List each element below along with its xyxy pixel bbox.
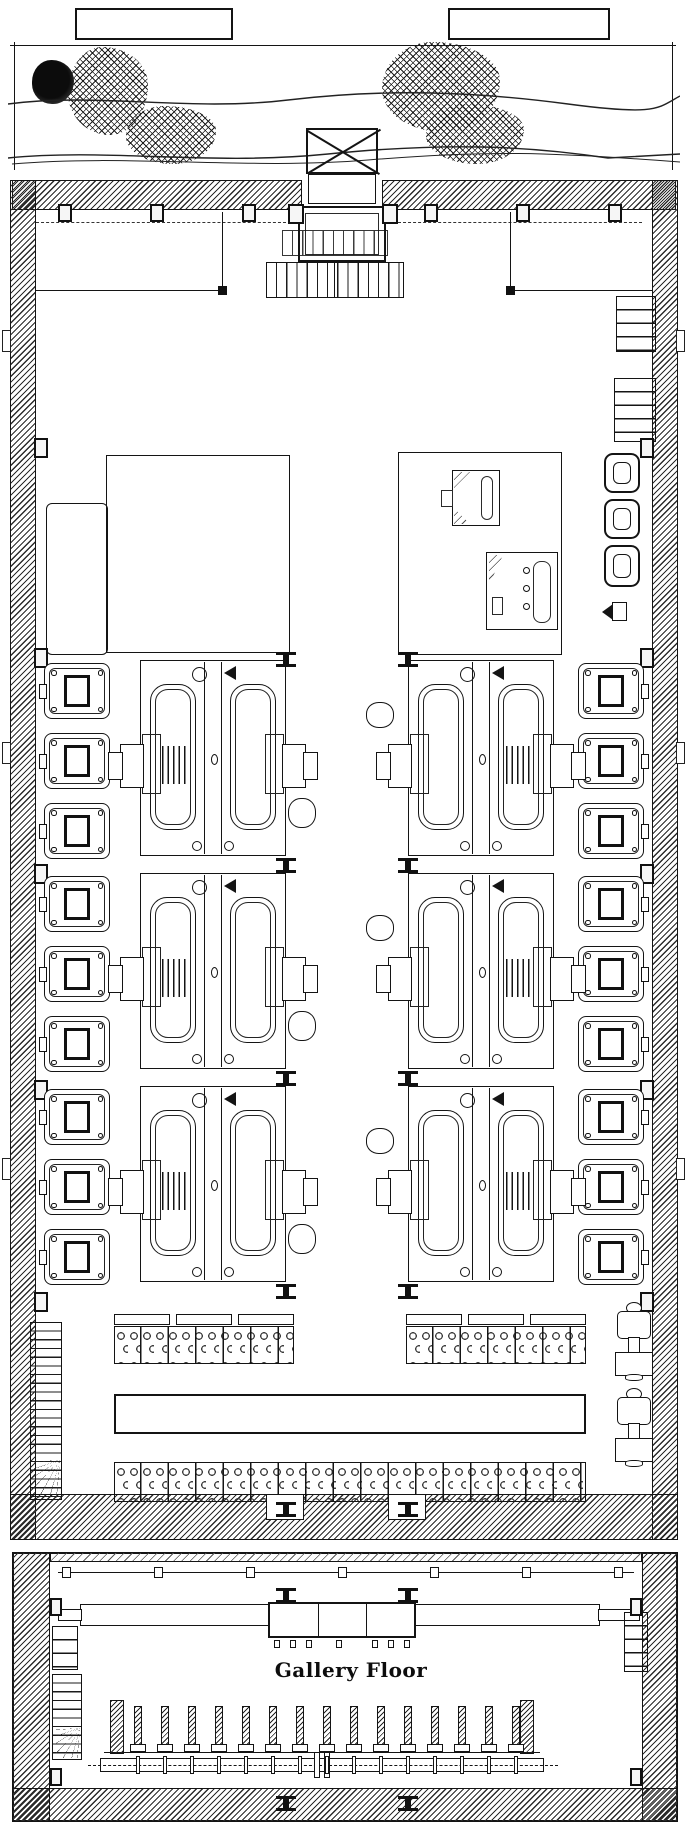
cell-duct-tab <box>39 1110 47 1125</box>
machine-gland <box>441 490 453 507</box>
cell-duct-tab <box>39 967 47 982</box>
i-beam-column <box>276 858 296 873</box>
switch-cell-right <box>578 663 644 719</box>
switch-cell-core <box>64 888 90 920</box>
switch-cell-core <box>64 1028 90 1060</box>
switch-cell-core <box>64 745 90 777</box>
switch-cell-core <box>598 958 624 990</box>
wall-pilaster <box>34 1292 48 1312</box>
office-partition-right <box>510 290 652 291</box>
gallery-right-wall <box>642 1552 678 1822</box>
foot-bolt-left <box>460 1054 470 1064</box>
colonnade-pillar <box>404 1706 412 1748</box>
colonnade-pillar <box>431 1706 439 1748</box>
exterior-pilaster <box>676 1158 685 1180</box>
engine-generator-unit <box>408 660 554 856</box>
exterior-pilaster <box>2 1158 11 1180</box>
wall-pilaster <box>58 204 72 222</box>
shaft-center-pin <box>211 754 218 765</box>
foot-bolt-left <box>460 841 470 851</box>
cabinet-foot <box>290 1640 296 1648</box>
shaft-flange <box>433 1756 437 1774</box>
i-beam-column <box>398 1502 418 1517</box>
railing-post <box>154 1567 163 1578</box>
ornamental-heater <box>614 1388 654 1468</box>
colonnade-pillar <box>350 1706 358 1748</box>
wall-pilaster <box>150 204 164 222</box>
gallery-floor-outline <box>12 1552 678 1822</box>
engine-generator-unit <box>408 1086 554 1282</box>
pillar-base-pad <box>400 1744 416 1752</box>
shaft-center-pin <box>479 967 486 978</box>
exterior-pilaster <box>676 330 685 352</box>
shaft-flange <box>190 1756 194 1774</box>
operating-desk <box>114 1394 586 1434</box>
switch-cell-core <box>64 1241 90 1273</box>
auxiliary-machine <box>486 552 558 630</box>
cylinder-cap-right <box>571 965 586 993</box>
valve-flag <box>492 1092 504 1106</box>
cylinder-left <box>388 957 412 1001</box>
cylinder-left <box>120 1170 144 1214</box>
switch-cell-right <box>578 1016 644 1072</box>
cabinet-foot <box>336 1640 342 1648</box>
cylinder-left <box>120 957 144 1001</box>
switch-cell-right <box>578 1089 644 1145</box>
office-partition-right <box>510 212 511 292</box>
foot-bolt-left <box>192 1054 202 1064</box>
i-beam-column <box>276 1796 296 1811</box>
pillar-base-pad <box>211 1744 227 1752</box>
gallery-floor-label: Gallery Floor <box>274 1658 428 1682</box>
colonnade-pillar <box>134 1706 142 1748</box>
colonnade-pillar <box>215 1706 223 1748</box>
condenser-stool <box>288 1011 316 1041</box>
cylinder-left <box>388 1170 412 1214</box>
railing-post <box>614 1567 623 1578</box>
wall-pilaster <box>242 204 256 222</box>
valve-wheel <box>460 667 475 682</box>
cell-duct-tab <box>39 897 47 912</box>
condenser-stool <box>288 1224 316 1254</box>
pillar-base-pad <box>238 1744 254 1752</box>
wall-pilaster <box>424 204 438 222</box>
gallery-rack-right <box>624 1612 648 1672</box>
entrance-stair-lower-flight <box>266 262 404 298</box>
i-beam-column <box>276 1284 296 1299</box>
gallery-bottom-wall <box>12 1788 678 1822</box>
cell-duct-tab <box>39 1037 47 1052</box>
colonnade-pillar <box>458 1706 466 1748</box>
entrance-stair-upper-flight <box>282 230 388 256</box>
i-beam-column <box>398 1284 418 1299</box>
cell-duct-tab <box>641 1250 649 1265</box>
shaft-center-pin <box>211 967 218 978</box>
cell-duct-tab <box>641 824 649 839</box>
gallery-rack-left <box>52 1626 78 1670</box>
shaft-flange <box>487 1756 491 1774</box>
cylinder-cap-left <box>376 1178 391 1206</box>
switch-cell-core <box>64 958 90 990</box>
exterior-pilaster <box>2 330 11 352</box>
railing-post <box>430 1567 439 1578</box>
switch-cell-core <box>598 1241 624 1273</box>
colonnade-pillar <box>485 1706 493 1748</box>
switch-cell-core <box>598 675 624 707</box>
engine-room-annex-left <box>106 455 290 653</box>
pillar-base-pad <box>319 1744 335 1752</box>
stair-winders <box>34 1460 60 1498</box>
cylinder-cap-left <box>108 752 123 780</box>
condenser-stool <box>288 798 316 828</box>
gallery-switch-cabinet <box>268 1602 416 1638</box>
switch-cell-left <box>44 876 110 932</box>
cell-duct-tab <box>641 1110 649 1125</box>
office-partition-left <box>222 212 223 292</box>
wall-face-dashed-line <box>398 222 642 223</box>
heater-head <box>617 1397 651 1425</box>
shaft-center-pin <box>479 754 486 765</box>
cylinder-cap-right <box>303 965 318 993</box>
cell-duct-tab <box>641 754 649 769</box>
switch-cell-left <box>44 663 110 719</box>
valve-wheel <box>460 880 475 895</box>
colonnade-pillar <box>242 1706 250 1748</box>
switch-cell-core <box>64 1101 90 1133</box>
railing-post <box>338 1567 347 1578</box>
foot-bolt-left <box>460 1267 470 1277</box>
crosshead-left <box>410 734 429 794</box>
shaft-flange <box>163 1756 167 1774</box>
panel-header <box>114 1314 170 1325</box>
yard-fence-line <box>10 45 676 46</box>
valve-flag <box>492 879 504 893</box>
cabinet-foot <box>404 1640 410 1648</box>
panel-header <box>238 1314 294 1325</box>
switch-cell-left <box>44 1089 110 1145</box>
pillar-base-pad <box>292 1744 308 1752</box>
shaft-flange <box>325 1756 329 1774</box>
wall-shelf-fixture <box>604 453 640 493</box>
cell-duct-tab <box>39 754 47 769</box>
funnel-fixture <box>612 602 627 621</box>
crosshead-left <box>410 1160 429 1220</box>
shaft-flange <box>406 1756 410 1774</box>
i-beam-column <box>276 1588 296 1603</box>
valve-flag <box>224 1092 236 1106</box>
i-beam-column <box>276 1071 296 1086</box>
entrance-porch <box>306 128 378 174</box>
foot-bolt-right <box>492 841 502 851</box>
switch-cell-left <box>44 733 110 789</box>
switch-cell-left <box>44 946 110 1002</box>
shaft-flange <box>514 1756 518 1774</box>
funnel-spout <box>602 604 613 620</box>
cabinet-foot <box>306 1640 312 1648</box>
cylinder-cap-right <box>303 752 318 780</box>
shaft-center-pin <box>211 1180 218 1191</box>
valve-wheel <box>192 667 207 682</box>
switch-cell-core <box>64 675 90 707</box>
switch-cell-core <box>64 1171 90 1203</box>
gallery-left-wall <box>12 1552 50 1822</box>
crosshead-left <box>142 947 161 1007</box>
heater-foot <box>625 1460 643 1467</box>
foot-bolt-left <box>192 841 202 851</box>
column-dot <box>506 286 515 295</box>
switch-cell-core <box>598 1028 624 1060</box>
exterior-pilaster <box>2 742 11 764</box>
shaft-center-coupling <box>314 1752 320 1778</box>
foot-bolt-right <box>224 1054 234 1064</box>
heater-base <box>615 1438 653 1462</box>
generator-grating <box>162 959 188 997</box>
engine-generator-unit <box>140 660 286 856</box>
gallery-wall-pilaster <box>630 1598 642 1616</box>
cabinet-foot <box>274 1640 280 1648</box>
switch-cell-core <box>598 745 624 777</box>
colonnade-end-pillar <box>110 1700 124 1754</box>
heater-foot <box>625 1374 643 1381</box>
shaft-flange <box>298 1756 302 1774</box>
cabinet-foot <box>388 1640 394 1648</box>
generator-grating <box>162 746 188 784</box>
switch-cell-core <box>598 888 624 920</box>
wall-face-dashed-line <box>36 222 286 223</box>
entrance-pilaster <box>382 204 398 224</box>
panel-header <box>176 1314 232 1325</box>
colonnade-pillar <box>512 1706 520 1748</box>
office-partition-left <box>36 290 223 291</box>
switch-cell-right <box>578 876 644 932</box>
colonnade-floor-line <box>104 1752 540 1753</box>
switch-cell-core <box>598 815 624 847</box>
switch-cell-core <box>64 815 90 847</box>
shaft-flange <box>352 1756 356 1774</box>
exterior-pilaster <box>676 742 685 764</box>
cell-duct-tab <box>39 684 47 699</box>
railing-post <box>522 1567 531 1578</box>
shaft-flange <box>136 1756 140 1774</box>
i-beam-column <box>398 1588 418 1603</box>
engine-generator-unit <box>140 1086 286 1282</box>
condenser-stool <box>366 702 394 728</box>
pillar-base-pad <box>373 1744 389 1752</box>
wall-shelf-fixture <box>604 545 640 587</box>
engine-generator-unit <box>408 873 554 1069</box>
cabinet-foot <box>372 1640 378 1648</box>
switch-cell-left <box>44 1016 110 1072</box>
cylinder-cap-right <box>571 1178 586 1206</box>
cylinder-cap-left <box>108 1178 123 1206</box>
cell-duct-tab <box>39 1180 47 1195</box>
pillar-base-pad <box>454 1744 470 1752</box>
switch-cell-right <box>578 946 644 1002</box>
cell-duct-tab <box>641 684 649 699</box>
pillar-base-pad <box>427 1744 443 1752</box>
colonnade-pillar <box>323 1706 331 1748</box>
foot-bolt-left <box>192 1267 202 1277</box>
switch-cell-left <box>44 803 110 859</box>
i-beam-column <box>398 858 418 873</box>
shaft-center-pin <box>479 1180 486 1191</box>
pillar-base-pad <box>157 1744 173 1752</box>
wall-pilaster <box>516 204 530 222</box>
cell-duct-tab <box>641 1037 649 1052</box>
shaft-flange <box>217 1756 221 1774</box>
condenser-stool <box>366 915 394 941</box>
cylinder-cap-right <box>303 1178 318 1206</box>
i-beam-column <box>276 1502 296 1517</box>
switch-cell-right <box>578 1229 644 1285</box>
wall-ladder-rack <box>616 296 656 352</box>
cylinder-left <box>120 744 144 788</box>
i-beam-column <box>398 1071 418 1086</box>
panel-dividers <box>406 1326 586 1364</box>
generator-grating <box>506 746 532 784</box>
ornamental-heater <box>614 1302 654 1382</box>
column-dot <box>218 286 227 295</box>
valve-flag <box>224 666 236 680</box>
ground-contour-line <box>8 88 680 114</box>
entrance-lobby <box>308 174 376 204</box>
stair-center-rail <box>334 262 335 298</box>
colonnade-pillar <box>269 1706 277 1748</box>
foot-bolt-right <box>492 1054 502 1064</box>
shaft-flange <box>244 1756 248 1774</box>
gallery-wall-pilaster <box>50 1768 62 1786</box>
cylinder-left <box>388 744 412 788</box>
wall-shelf-fixture <box>604 499 640 539</box>
gallery-wall-pilaster <box>630 1768 642 1786</box>
gallery-wall-pilaster <box>50 1598 62 1616</box>
generator-grating <box>506 959 532 997</box>
wall-pilaster <box>640 438 654 458</box>
auxiliary-machine <box>452 470 500 526</box>
cell-duct-tab <box>641 1180 649 1195</box>
panel-dividers <box>114 1462 586 1502</box>
colonnade-pillar <box>296 1706 304 1748</box>
gallery-stair-winders <box>56 1728 80 1758</box>
left-apparatus-panel <box>46 503 108 655</box>
crosshead-left <box>142 734 161 794</box>
foot-bolt-right <box>224 841 234 851</box>
entrance-pilaster <box>288 204 304 224</box>
railing-post <box>62 1567 71 1578</box>
gallery-top-wall <box>50 1552 642 1562</box>
colonnade-pillar <box>161 1706 169 1748</box>
shaft-flange <box>460 1756 464 1774</box>
valve-flag <box>224 879 236 893</box>
wall-ladder-rack <box>614 378 656 442</box>
pillar-base-pad <box>481 1744 497 1752</box>
valve-wheel <box>192 1093 207 1108</box>
foot-bolt-right <box>224 1267 234 1277</box>
railing-post <box>246 1567 255 1578</box>
valve-wheel <box>460 1093 475 1108</box>
switch-cell-right <box>578 1159 644 1215</box>
yard-planter-left <box>75 8 233 40</box>
engine-generator-unit <box>140 873 286 1069</box>
valve-wheel <box>192 880 207 895</box>
crosshead-left <box>142 1160 161 1220</box>
cylinder-cap-left <box>108 965 123 993</box>
switch-cell-left <box>44 1159 110 1215</box>
cylinder-cap-left <box>376 965 391 993</box>
panel-dividers <box>114 1326 294 1364</box>
panel-header <box>406 1314 462 1325</box>
colonnade-pillar <box>377 1706 385 1748</box>
wall-pilaster <box>608 204 622 222</box>
foot-bolt-right <box>492 1267 502 1277</box>
generator-grating <box>162 1172 188 1210</box>
cell-duct-tab <box>39 1250 47 1265</box>
heater-base <box>615 1352 653 1376</box>
pillar-base-pad <box>130 1744 146 1752</box>
cylinder-cap-right <box>571 752 586 780</box>
cell-duct-tab <box>641 897 649 912</box>
colonnade-pillar <box>188 1706 196 1748</box>
cylinder-cap-left <box>376 752 391 780</box>
switch-cell-core <box>598 1171 624 1203</box>
cell-duct-tab <box>641 967 649 982</box>
panel-header <box>530 1314 586 1325</box>
generator-grating <box>506 1172 532 1210</box>
pillar-base-pad <box>184 1744 200 1752</box>
pillar-base-pad <box>265 1744 281 1752</box>
switch-cell-right <box>578 803 644 859</box>
panel-header <box>468 1314 524 1325</box>
i-beam-column <box>398 1796 418 1811</box>
condenser-stool <box>366 1128 394 1154</box>
shaft-flange <box>379 1756 383 1774</box>
valve-flag <box>492 666 504 680</box>
pillar-base-pad <box>346 1744 362 1752</box>
heater-head <box>617 1311 651 1339</box>
pillar-base-pad <box>508 1744 524 1752</box>
switch-cell-right <box>578 733 644 789</box>
crosshead-left <box>410 947 429 1007</box>
cell-duct-tab <box>39 824 47 839</box>
yard-planter-right <box>448 8 610 40</box>
shaft-flange <box>271 1756 275 1774</box>
switch-cell-left <box>44 1229 110 1285</box>
switch-cell-core <box>598 1101 624 1133</box>
wall-pilaster <box>34 438 48 458</box>
